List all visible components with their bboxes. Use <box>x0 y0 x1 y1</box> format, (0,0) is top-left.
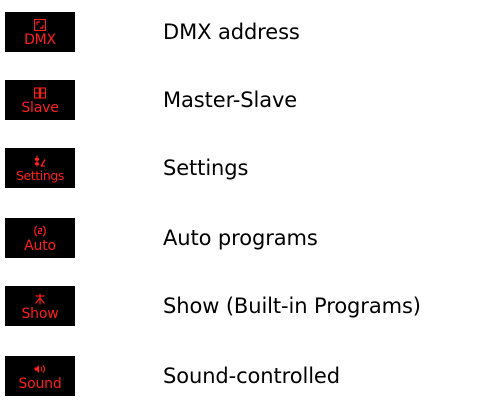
lcd-display-text: DMX <box>24 32 56 48</box>
lcd-display-text: Sound <box>18 376 62 392</box>
show-light-icon <box>5 292 75 305</box>
lcd-display <box>5 80 75 120</box>
lcd-display-text: Auto <box>24 238 56 254</box>
lcd-display-text: Show <box>21 306 59 322</box>
lcd-display-text: Settings <box>15 168 65 183</box>
dmx-address-icon <box>5 18 75 31</box>
menu-item-label: Master-Slave <box>163 88 298 112</box>
menu-item-master-slave[interactable] <box>0 80 480 120</box>
master-slave-icon <box>5 86 75 99</box>
auto-program-icon <box>5 224 75 237</box>
lcd-display <box>5 148 75 188</box>
settings-sliders-icon <box>5 154 75 167</box>
menu-item-label: Auto programs <box>163 226 318 250</box>
menu-item-sound-controlled[interactable] <box>0 356 480 396</box>
menu-item-settings[interactable] <box>0 148 480 188</box>
menu-item-label: DMX address <box>163 20 300 44</box>
lcd-display <box>5 218 75 258</box>
sound-speaker-icon <box>5 362 75 375</box>
lcd-display <box>5 356 75 396</box>
lcd-display <box>5 286 75 326</box>
menu-item-label: Sound-controlled <box>163 364 340 388</box>
lcd-display-text: Slave <box>21 100 59 116</box>
menu-item-show[interactable] <box>0 286 480 326</box>
menu-item-label: Show (Built-in Programs) <box>163 294 421 318</box>
menu-item-label: Settings <box>163 156 249 180</box>
lcd-display <box>5 12 75 52</box>
menu-item-auto-programs[interactable] <box>0 218 480 258</box>
menu-item-dmx-address[interactable] <box>0 12 480 52</box>
